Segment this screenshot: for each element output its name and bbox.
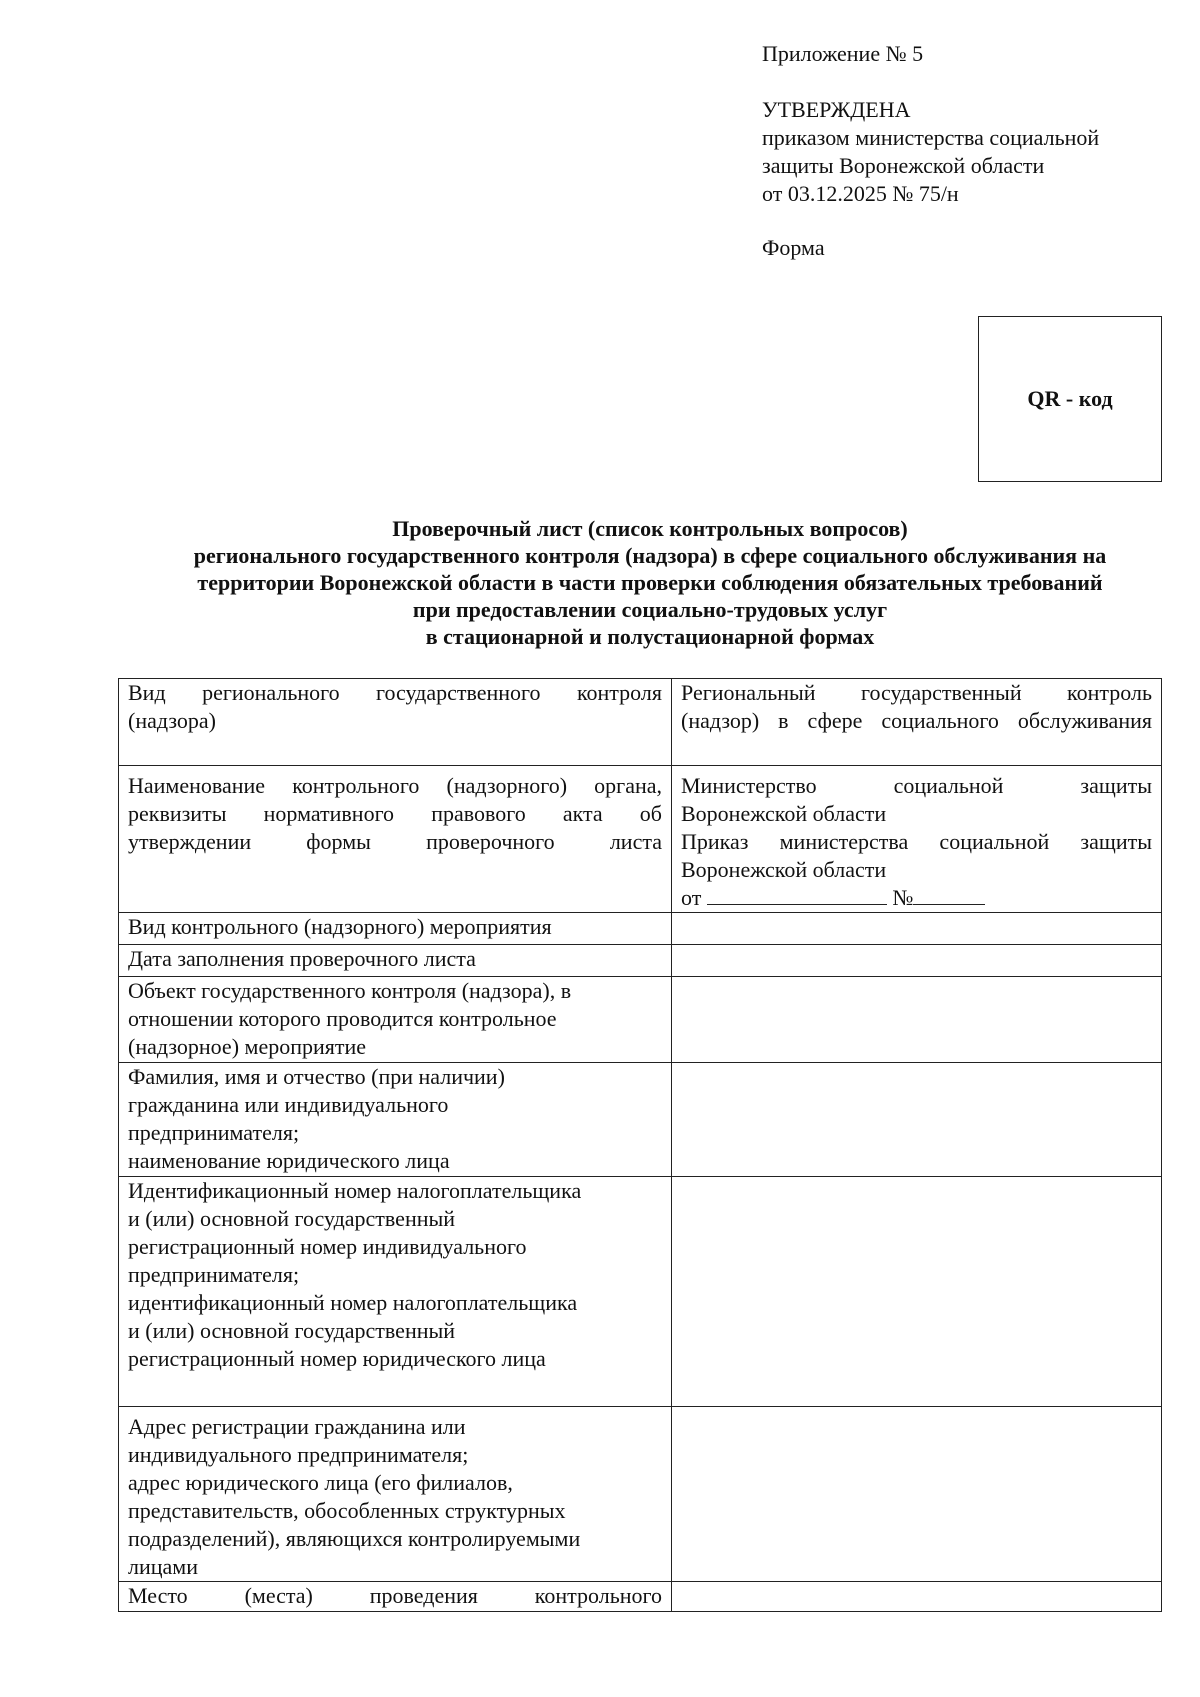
label-line: адрес юридического лица (его филиалов, bbox=[128, 1470, 513, 1495]
control-body-value bbox=[672, 766, 1162, 913]
table-row bbox=[119, 766, 1162, 913]
qr-code-label: QR - код bbox=[1027, 386, 1113, 411]
date-prefix: от bbox=[681, 885, 702, 910]
table-row bbox=[119, 1582, 1162, 1612]
person-name-value[interactable] bbox=[672, 1063, 1162, 1177]
label-line: подразделений), являющихся контролируемыми bbox=[128, 1526, 581, 1551]
label-line: регистрационный номер юридического лица bbox=[128, 1346, 546, 1371]
title-line: регионального государственного контроля (надзора) в сфере социального обслуживания на bbox=[193, 543, 1107, 568]
form-label: Форма bbox=[762, 235, 825, 260]
address-value[interactable] bbox=[672, 1407, 1162, 1582]
address-label bbox=[119, 1407, 672, 1582]
order-line: от 03.12.2025 № 75/н bbox=[762, 181, 959, 206]
order-line: защиты Воронежской области bbox=[762, 153, 1045, 178]
label-line: предпринимателя; bbox=[128, 1120, 300, 1145]
label-line: идентификационный номер налогоплательщика bbox=[128, 1290, 578, 1315]
number-prefix: № bbox=[892, 885, 914, 910]
title-line: при предоставлении социально-трудовых услуг bbox=[412, 597, 888, 622]
date-blank-field[interactable] bbox=[707, 884, 887, 905]
table-row bbox=[119, 913, 1162, 945]
event-place-label: Место (места) проведения контрольного bbox=[119, 1582, 672, 1612]
label-line: и (или) основной государственный bbox=[128, 1206, 456, 1231]
label-line: наименование юридического лица bbox=[128, 1148, 450, 1173]
label-line: лицами bbox=[128, 1554, 198, 1579]
table-row bbox=[119, 945, 1162, 977]
control-body-label: Наименование контрольного (надзорного) органа, реквизиты нормативного правового акта об утверждении формы проверочного листа bbox=[119, 766, 672, 913]
event-type-value[interactable] bbox=[672, 913, 1162, 945]
fill-date-value[interactable] bbox=[672, 945, 1162, 977]
label-line: Объект государственного контроля (надзора), в bbox=[128, 978, 572, 1003]
label-line: предпринимателя; bbox=[128, 1262, 300, 1287]
value-line: Министерство социальной защиты bbox=[681, 773, 1152, 798]
label-line: гражданина или индивидуального bbox=[128, 1092, 449, 1117]
event-type-label: Вид контрольного (надзорного) мероприятия bbox=[119, 913, 672, 945]
label-line: Идентификационный номер налогоплательщика bbox=[128, 1178, 582, 1203]
label-line: представительств, обособленных структурных bbox=[128, 1498, 566, 1523]
table-row bbox=[119, 679, 1162, 766]
control-type-value: Региональный государственный контроль (надзор) в сфере социального обслуживания bbox=[672, 679, 1162, 766]
label-line: Адрес регистрации гражданина или bbox=[128, 1414, 466, 1439]
person-name-label bbox=[119, 1063, 672, 1177]
value-line: Воронежской области bbox=[681, 801, 887, 826]
fill-date-label: Дата заполнения проверочного листа bbox=[119, 945, 672, 977]
event-place-value[interactable] bbox=[672, 1582, 1162, 1612]
table-row bbox=[119, 1407, 1162, 1582]
checklist-info-table bbox=[118, 678, 1162, 1612]
label-line: отношении которого проводится контрольное bbox=[128, 1006, 557, 1031]
appendix-number: Приложение № 5 bbox=[762, 41, 924, 66]
tax-id-label bbox=[119, 1177, 672, 1407]
qr-code-placeholder bbox=[978, 316, 1162, 482]
label-line: и (или) основной государственный bbox=[128, 1318, 456, 1343]
control-type-label: Вид регионального государственного контроля (надзора) bbox=[119, 679, 672, 766]
value-line: Приказ министерства социальной защиты bbox=[681, 829, 1152, 854]
label-line: Фамилия, имя и отчество (при наличии) bbox=[128, 1064, 505, 1089]
date-number-line bbox=[681, 884, 1152, 912]
control-object-label bbox=[119, 977, 672, 1063]
document-title bbox=[100, 515, 1200, 650]
tax-id-value[interactable] bbox=[672, 1177, 1162, 1407]
table-row bbox=[119, 977, 1162, 1063]
number-blank-field[interactable] bbox=[913, 884, 985, 905]
title-line: в стационарной и полустационарной формах bbox=[425, 624, 875, 649]
order-line: приказом министерства социальной bbox=[762, 125, 1100, 150]
label-line: индивидуального предпринимателя; bbox=[128, 1442, 469, 1467]
title-line: территории Воронежской области в части проверки соблюдения обязательных требований bbox=[197, 570, 1103, 595]
label-line: (надзорное) мероприятие bbox=[128, 1034, 367, 1059]
title-line: Проверочный лист (список контрольных вопросов) bbox=[392, 516, 908, 541]
table-row bbox=[119, 1177, 1162, 1407]
label-line: регистрационный номер индивидуального bbox=[128, 1234, 527, 1259]
approved-stamp: УТВЕРЖДЕНА bbox=[762, 97, 911, 122]
value-line: Воронежской области bbox=[681, 857, 887, 882]
control-object-value[interactable] bbox=[672, 977, 1162, 1063]
table-row bbox=[119, 1063, 1162, 1177]
